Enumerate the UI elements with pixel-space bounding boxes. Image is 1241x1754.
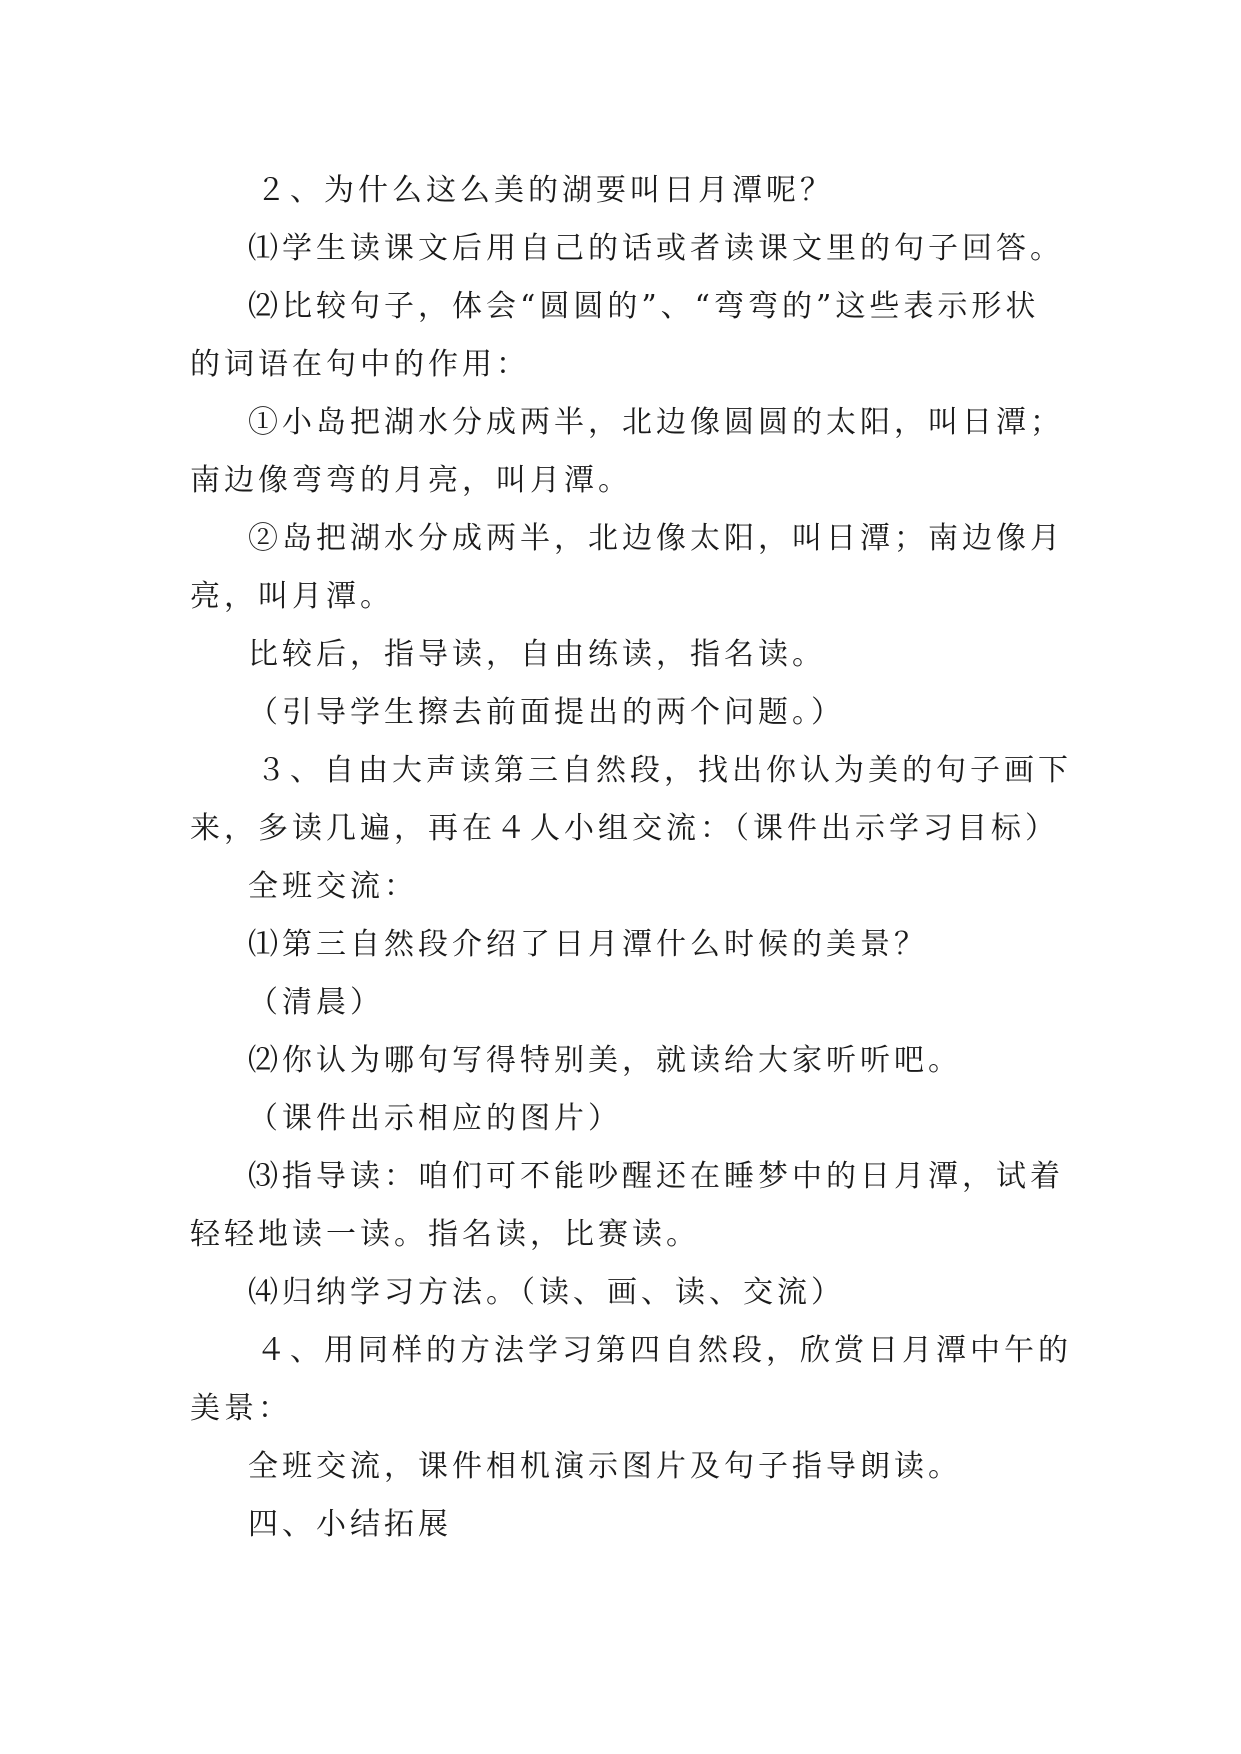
- text-line: ①小岛把湖水分成两半，北边像圆圆的太阳，叫日潭；: [248, 405, 1064, 440]
- text-line: 亮，叫月潭。: [190, 579, 394, 614]
- text-line: ⑴第三自然段介绍了日月潭什么时候的美景？: [248, 927, 928, 962]
- text-line: ⑵比较句子，体会“圆圆的”、“弯弯的”这些表示形状: [248, 289, 1040, 324]
- text-line: （课件出示相应的图片）: [248, 1101, 622, 1136]
- text-line: ⑷归纳学习方法。（读、画、读、交流）: [248, 1275, 845, 1310]
- document-body: [190, 162, 1070, 1554]
- text-line: 来，多读几遍，再在４人小组交流：（课件出示学习目标）: [190, 811, 1059, 846]
- text-line: ２、为什么这么美的湖要叫日月潭呢？: [256, 173, 834, 208]
- text-line: ４、用同样的方法学习第四自然段，欣赏日月潭中午的: [256, 1333, 1072, 1368]
- text-line: 全班交流，课件相机演示图片及句子指导朗读。: [248, 1449, 962, 1484]
- text-line: 美景：: [190, 1391, 292, 1426]
- text-line: （清晨）: [248, 985, 384, 1020]
- text-line: ⑶指导读：咱们可不能吵醒还在睡梦中的日月潭，试着: [248, 1159, 1064, 1194]
- text-line: ３、自由大声读第三自然段，找出你认为美的句子画下: [256, 753, 1072, 788]
- text-line: ⑵你认为哪句写得特别美，就读给大家听听吧。: [248, 1043, 962, 1078]
- text-line: ⑴学生读课文后用自己的话或者读课文里的句子回答。: [248, 231, 1064, 266]
- text-line: 轻轻地读一读。指名读，比赛读。: [190, 1217, 700, 1252]
- text-line: 比较后，指导读，自由练读，指名读。: [248, 637, 826, 672]
- text-line: ②岛把湖水分成两半，北边像太阳，叫日潭；南边像月: [248, 521, 1064, 556]
- text-line: 的词语在句中的作用：: [190, 347, 530, 382]
- text-line: 南边像弯弯的月亮，叫月潭。: [190, 463, 632, 498]
- section-heading: 四、小结拓展: [248, 1507, 452, 1542]
- text-line: （引导学生擦去前面提出的两个问题。）: [248, 695, 845, 730]
- text-line: 全班交流：: [248, 869, 418, 904]
